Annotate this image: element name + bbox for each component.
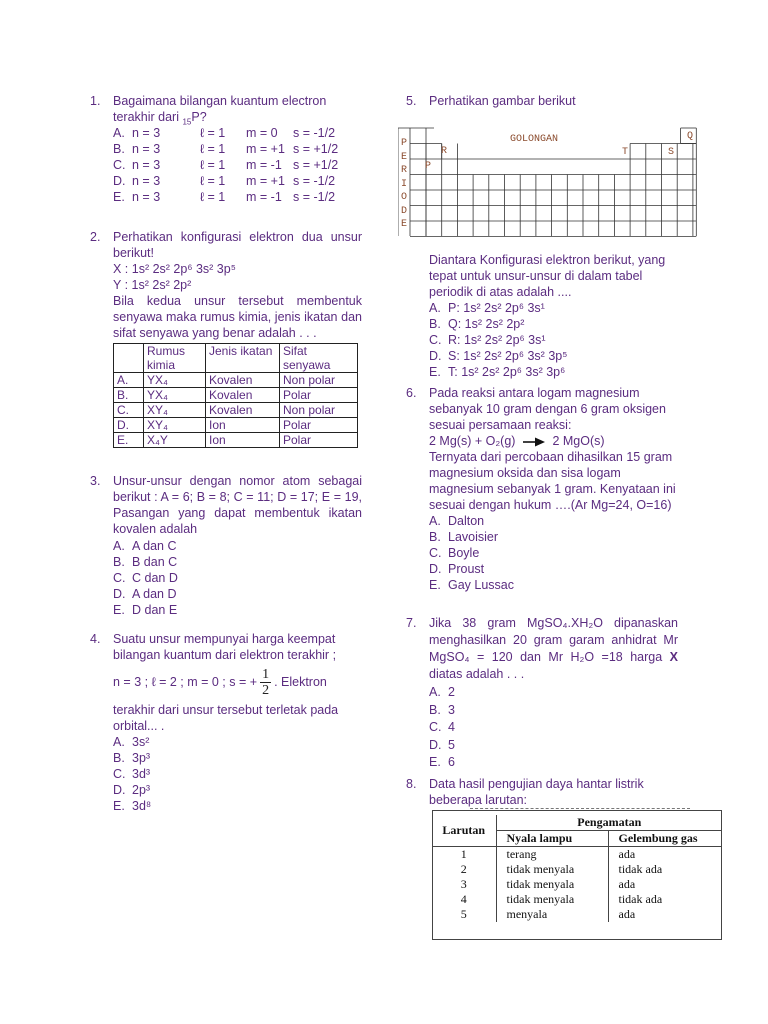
answer-option[interactable] bbox=[429, 513, 678, 529]
option-s: s = -1/2 bbox=[293, 126, 336, 140]
answer-option[interactable] bbox=[429, 577, 678, 593]
cell-sifat: Polar bbox=[280, 418, 358, 433]
option-text: A dan C bbox=[132, 539, 177, 553]
header-nyala: Nyala lampu bbox=[496, 831, 608, 847]
option-letter: A. bbox=[429, 685, 441, 699]
table-row bbox=[432, 877, 722, 892]
periodic-table-diagram bbox=[398, 126, 698, 238]
option-n: n = 3 bbox=[132, 142, 161, 156]
periode-letter: D bbox=[400, 205, 407, 217]
option-l: ℓ = 1 bbox=[200, 142, 226, 156]
option-n: n = 3 bbox=[132, 126, 161, 140]
table-row bbox=[432, 847, 722, 863]
option-l: ℓ = 1 bbox=[200, 174, 226, 188]
option-text: 3d⁸ bbox=[132, 799, 152, 813]
answer-option[interactable] bbox=[429, 719, 678, 737]
question-text: Data hasil pengujian daya hantar listrik beberapa larutan: bbox=[429, 777, 644, 807]
cell-rumus: YX₄ bbox=[144, 373, 206, 388]
cell-ikatan: Kovalen bbox=[206, 373, 280, 388]
option-letter: B. bbox=[429, 317, 441, 331]
option-text: 3d³ bbox=[132, 767, 151, 781]
cell-rumus: XY₄ bbox=[144, 418, 206, 433]
option-s: s = -1/2 bbox=[293, 190, 336, 204]
periode-letter: P bbox=[400, 138, 407, 149]
option-n: n = 3 bbox=[132, 190, 161, 204]
question-number: 8. bbox=[406, 777, 417, 791]
option-text: D dan E bbox=[132, 603, 178, 617]
option-letter: E. bbox=[429, 365, 441, 379]
answer-option[interactable] bbox=[429, 316, 678, 332]
option-letter: E. bbox=[113, 799, 125, 813]
answer-option[interactable] bbox=[113, 554, 362, 570]
question-number: 2. bbox=[90, 230, 101, 244]
answer-option[interactable] bbox=[429, 684, 678, 702]
option-letter: A. bbox=[429, 301, 441, 315]
cell-rumus: X₄Y bbox=[144, 433, 206, 448]
cell-p: P bbox=[425, 161, 432, 172]
question-text-2: Ternyata dari percobaan dihasilkan 15 gram magnesium oksida dan sisa logam magnesium sebanyak 1 gram. Kenyataan ini sesuai dengan hukum ….(Ar Mg=24, O=16) bbox=[429, 450, 676, 512]
answer-option[interactable] bbox=[113, 125, 360, 141]
cell-letter: D. bbox=[114, 418, 144, 433]
answer-option[interactable] bbox=[113, 189, 360, 205]
data-table bbox=[432, 815, 722, 922]
cell-no: 4 bbox=[432, 892, 496, 907]
option-text: 4 bbox=[448, 720, 455, 734]
question-number: 7. bbox=[406, 616, 417, 630]
option-letter: C. bbox=[113, 571, 126, 585]
cell-s: S bbox=[668, 147, 675, 158]
answer-option[interactable] bbox=[113, 586, 362, 602]
question-text: Unsur-unsur dengan nomor atom sebagai berikut : A = 6; B = 8; C = 11; D = 17; E = 19, Pasangan yang dapat membentuk ikatan kovalen adalah bbox=[113, 474, 362, 536]
option-s: s = -1/2 bbox=[293, 174, 336, 188]
cell-nyala: tidak menyala bbox=[496, 892, 608, 907]
answer-option[interactable] bbox=[429, 529, 678, 545]
header-ikatan: Jenis ikatan bbox=[206, 344, 280, 373]
cell-t: T bbox=[622, 147, 629, 158]
config-x: X : 1s² 2s² 2p⁶ 3s² 3p⁵ bbox=[113, 262, 236, 276]
cell-ikatan: Kovalen bbox=[206, 388, 280, 403]
option-text: 6 bbox=[448, 755, 455, 769]
option-letter: D. bbox=[113, 587, 126, 601]
option-letter: C. bbox=[429, 720, 442, 734]
question-4 bbox=[90, 631, 360, 814]
quantum-formula: n = 3 ; ℓ = 2 ; m = 0 ; s = + $\frac{1}{2}$ . Elektron bbox=[113, 667, 327, 698]
option-text: A dan D bbox=[132, 587, 177, 601]
cell-ikatan: Kovalen bbox=[206, 403, 280, 418]
answer-option[interactable] bbox=[113, 173, 360, 189]
periode-letter: O bbox=[400, 192, 407, 203]
table-row bbox=[432, 892, 722, 907]
cell-ikatan: Ion bbox=[206, 418, 280, 433]
option-letter: C. bbox=[113, 158, 126, 172]
fraction-half: $\frac{1}{2}$ bbox=[262, 667, 270, 698]
cell-no: 1 bbox=[432, 847, 496, 863]
cell-rumus: YX₄ bbox=[144, 388, 206, 403]
answer-option[interactable] bbox=[113, 734, 360, 750]
answer-option[interactable] bbox=[113, 570, 362, 586]
question-text-2: terakhir dari unsur tersebut terletak pada orbital... . bbox=[113, 703, 339, 733]
cell-letter: E. bbox=[114, 433, 144, 448]
question-2 bbox=[90, 229, 362, 448]
table-row bbox=[432, 907, 722, 922]
question-text: Pada reaksi antara logam magnesium sebanyak 10 gram dengan 6 gram oksigen sesuai persamaan reaksi: bbox=[429, 386, 666, 432]
arrow-right-icon bbox=[522, 437, 546, 447]
option-letter: A. bbox=[113, 539, 125, 553]
option-letter: B. bbox=[113, 751, 125, 765]
option-letter: E. bbox=[429, 578, 441, 592]
answer-option[interactable] bbox=[113, 766, 360, 782]
answer-option[interactable] bbox=[429, 348, 678, 364]
answer-option[interactable] bbox=[429, 737, 678, 755]
table-header-row bbox=[114, 344, 358, 373]
cell-nyala: terang bbox=[496, 847, 608, 863]
question-text: Perhatikan konfigurasi elektron dua unsur berikut! bbox=[113, 230, 362, 260]
option-text: 3p³ bbox=[132, 751, 151, 765]
option-text: 5 bbox=[448, 737, 455, 752]
answer-option[interactable] bbox=[113, 782, 360, 798]
table-row bbox=[432, 862, 722, 877]
option-letter: D. bbox=[113, 783, 126, 797]
option-l: ℓ = 1 bbox=[200, 190, 226, 204]
option-letter: B. bbox=[429, 530, 441, 544]
option-text: B dan C bbox=[132, 555, 178, 569]
answer-option[interactable] bbox=[429, 300, 678, 316]
cell-nyala: tidak menyala bbox=[496, 877, 608, 892]
question-number: 4. bbox=[90, 632, 101, 646]
question-prompt: Diantara Konfigurasi elektron berikut, yang tepat untuk unsur-unsur di dalam tabel periodik di atas adalah .... bbox=[429, 253, 666, 299]
table-row[interactable] bbox=[114, 403, 358, 418]
answer-option[interactable] bbox=[429, 754, 678, 772]
option-m: m = -1 bbox=[246, 190, 282, 204]
question-text: Suatu unsur mempunyai harga keempat bilangan kuantum dari elektron terakhir ; bbox=[113, 632, 337, 662]
option-m: m = +1 bbox=[246, 142, 285, 156]
option-text: 3s² bbox=[132, 735, 150, 749]
option-n: n = 3 bbox=[132, 174, 161, 188]
cell-gas: ada bbox=[618, 847, 636, 861]
option-letter: D. bbox=[113, 174, 126, 188]
option-letter: D. bbox=[429, 349, 442, 363]
cell-q: Q bbox=[687, 131, 694, 142]
option-text: Boyle bbox=[448, 546, 480, 560]
cell-sifat: Polar bbox=[280, 388, 358, 403]
cell-letter: B. bbox=[114, 388, 144, 403]
answer-option[interactable] bbox=[113, 602, 362, 618]
answer-option[interactable] bbox=[429, 561, 678, 577]
answer-option[interactable] bbox=[113, 750, 360, 766]
answer-option[interactable] bbox=[113, 141, 360, 157]
header-sifat: Sifat senyawa bbox=[280, 344, 358, 373]
question-number: 6. bbox=[406, 386, 417, 400]
option-letter: B. bbox=[113, 555, 125, 569]
answer-option[interactable] bbox=[429, 364, 678, 380]
question-prompt: Bila kedua unsur tersebut membentuk senyawa maka rumus kimia, jenis ikatan dan sifat senyawa yang benar adalah . . . bbox=[113, 294, 362, 340]
option-letter: E. bbox=[113, 603, 125, 617]
golongan-label: GOLONGAN bbox=[510, 134, 559, 145]
header-pengamatan: Pengamatan bbox=[496, 815, 722, 831]
option-text: Gay Lussac bbox=[448, 578, 515, 592]
cell-nyala: menyala bbox=[496, 907, 608, 922]
option-letter: C. bbox=[429, 546, 442, 560]
question-text: Perhatikan gambar berikut bbox=[429, 94, 576, 108]
option-letter: B. bbox=[113, 142, 125, 156]
option-letter: B. bbox=[429, 702, 441, 717]
question-text: Jika 38 gram MgSO₄.XH₂O dipanaskan menghasilkan 20 gram garam anhidrat Mr MgSO₄ = 120 dan Mr H₂O =18 harga X diatas adalah . . . bbox=[429, 616, 678, 681]
periode-letter: E bbox=[400, 219, 407, 230]
question-5-heading bbox=[406, 93, 696, 109]
option-letter: A. bbox=[113, 126, 125, 140]
option-text: Dalton bbox=[448, 514, 485, 528]
cell-letter: A. bbox=[114, 373, 144, 388]
option-text: P: 1s² 2s² 2p⁶ 3s¹ bbox=[448, 301, 545, 315]
option-text: T: 1s² 2s² 2p⁶ 3s² 3p⁶ bbox=[448, 365, 566, 379]
option-m: m = +1 bbox=[246, 174, 285, 188]
option-l: ℓ = 1 bbox=[200, 126, 226, 140]
cell-nyala: tidak menyala bbox=[496, 862, 608, 877]
question-text-line2: terakhir dari $_{15}$P? bbox=[113, 110, 207, 127]
question-6 bbox=[406, 385, 678, 593]
header-larutan: Larutan bbox=[432, 815, 496, 847]
option-s: s = +1/2 bbox=[293, 158, 339, 172]
option-text: Proust bbox=[448, 562, 485, 576]
cell-r: R bbox=[441, 146, 448, 157]
option-letter: E. bbox=[113, 190, 125, 204]
cell-gas: ada bbox=[618, 907, 636, 921]
cell-sifat: Non polar bbox=[280, 373, 358, 388]
answer-option[interactable] bbox=[429, 702, 678, 720]
option-m: m = 0 bbox=[246, 126, 278, 140]
header-rumus: Rumus kimia bbox=[144, 344, 206, 373]
option-text: Lavoisier bbox=[448, 530, 499, 544]
option-letter: D. bbox=[429, 737, 442, 752]
question-text: Bagaimana bilangan kuantum electron bbox=[113, 94, 327, 108]
periode-letter: R bbox=[400, 165, 407, 176]
option-l: ℓ = 1 bbox=[200, 158, 226, 172]
option-m: m = -1 bbox=[246, 158, 282, 172]
answer-option[interactable] bbox=[113, 798, 360, 814]
question-7 bbox=[406, 615, 678, 772]
question-1 bbox=[90, 93, 360, 205]
question-number: 5. bbox=[406, 94, 417, 108]
option-n: n = 3 bbox=[132, 158, 161, 172]
table-row[interactable] bbox=[114, 433, 358, 448]
option-letter: A. bbox=[113, 735, 125, 749]
cell-no: 3 bbox=[432, 877, 496, 892]
option-text: 2 bbox=[448, 685, 455, 699]
cell-gas: ada bbox=[618, 877, 636, 891]
periode-letter: E bbox=[400, 151, 407, 163]
option-text: S: 1s² 2s² 2p⁶ 3s² 3p⁵ bbox=[448, 349, 568, 363]
periode-letter: I bbox=[400, 178, 407, 190]
question-5-body bbox=[406, 252, 678, 380]
option-text: 2p³ bbox=[132, 783, 151, 797]
option-letter: C. bbox=[429, 333, 442, 347]
question-number: 1. bbox=[90, 94, 101, 108]
reaction-equation: 2 Mg(s) + O₂(g) 2 MgO(s) bbox=[429, 434, 605, 448]
question-number: 3. bbox=[90, 474, 101, 488]
cell-sifat: Polar bbox=[280, 433, 358, 448]
cell-sifat: Non polar bbox=[280, 403, 358, 418]
cell-rumus: XY₄ bbox=[144, 403, 206, 418]
cell-letter: C. bbox=[114, 403, 144, 418]
config-y: Y : 1s² 2s² 2p² bbox=[113, 278, 192, 292]
option-letter: A. bbox=[429, 514, 441, 528]
answer-option[interactable] bbox=[429, 332, 678, 348]
option-letter: D. bbox=[429, 562, 442, 576]
question-3 bbox=[90, 473, 362, 618]
table-row[interactable] bbox=[114, 388, 358, 403]
answer-option[interactable] bbox=[429, 545, 678, 561]
option-text: 3 bbox=[448, 702, 455, 717]
cell-gas: tidak ada bbox=[618, 862, 663, 876]
option-text: C dan D bbox=[132, 571, 178, 585]
option-letter: C. bbox=[113, 767, 126, 781]
table-row[interactable] bbox=[114, 418, 358, 433]
answer-option[interactable] bbox=[113, 538, 362, 554]
cell-ikatan: Ion bbox=[206, 433, 280, 448]
option-text: Q: 1s² 2s² 2p² bbox=[448, 317, 525, 331]
answer-option[interactable] bbox=[113, 157, 360, 173]
question-8 bbox=[406, 776, 678, 808]
cell-gas: tidak ada bbox=[618, 892, 663, 906]
option-letter: E. bbox=[429, 755, 441, 769]
cell-no: 2 bbox=[432, 862, 496, 877]
answer-table bbox=[113, 343, 358, 448]
header-gelembung: Gelembung gas bbox=[608, 831, 722, 847]
cell-no: 5 bbox=[432, 907, 496, 922]
option-s: s = +1/2 bbox=[293, 142, 339, 156]
table-row[interactable] bbox=[114, 373, 358, 388]
option-text: R: 1s² 2s² 2p⁶ 3s¹ bbox=[448, 333, 546, 347]
